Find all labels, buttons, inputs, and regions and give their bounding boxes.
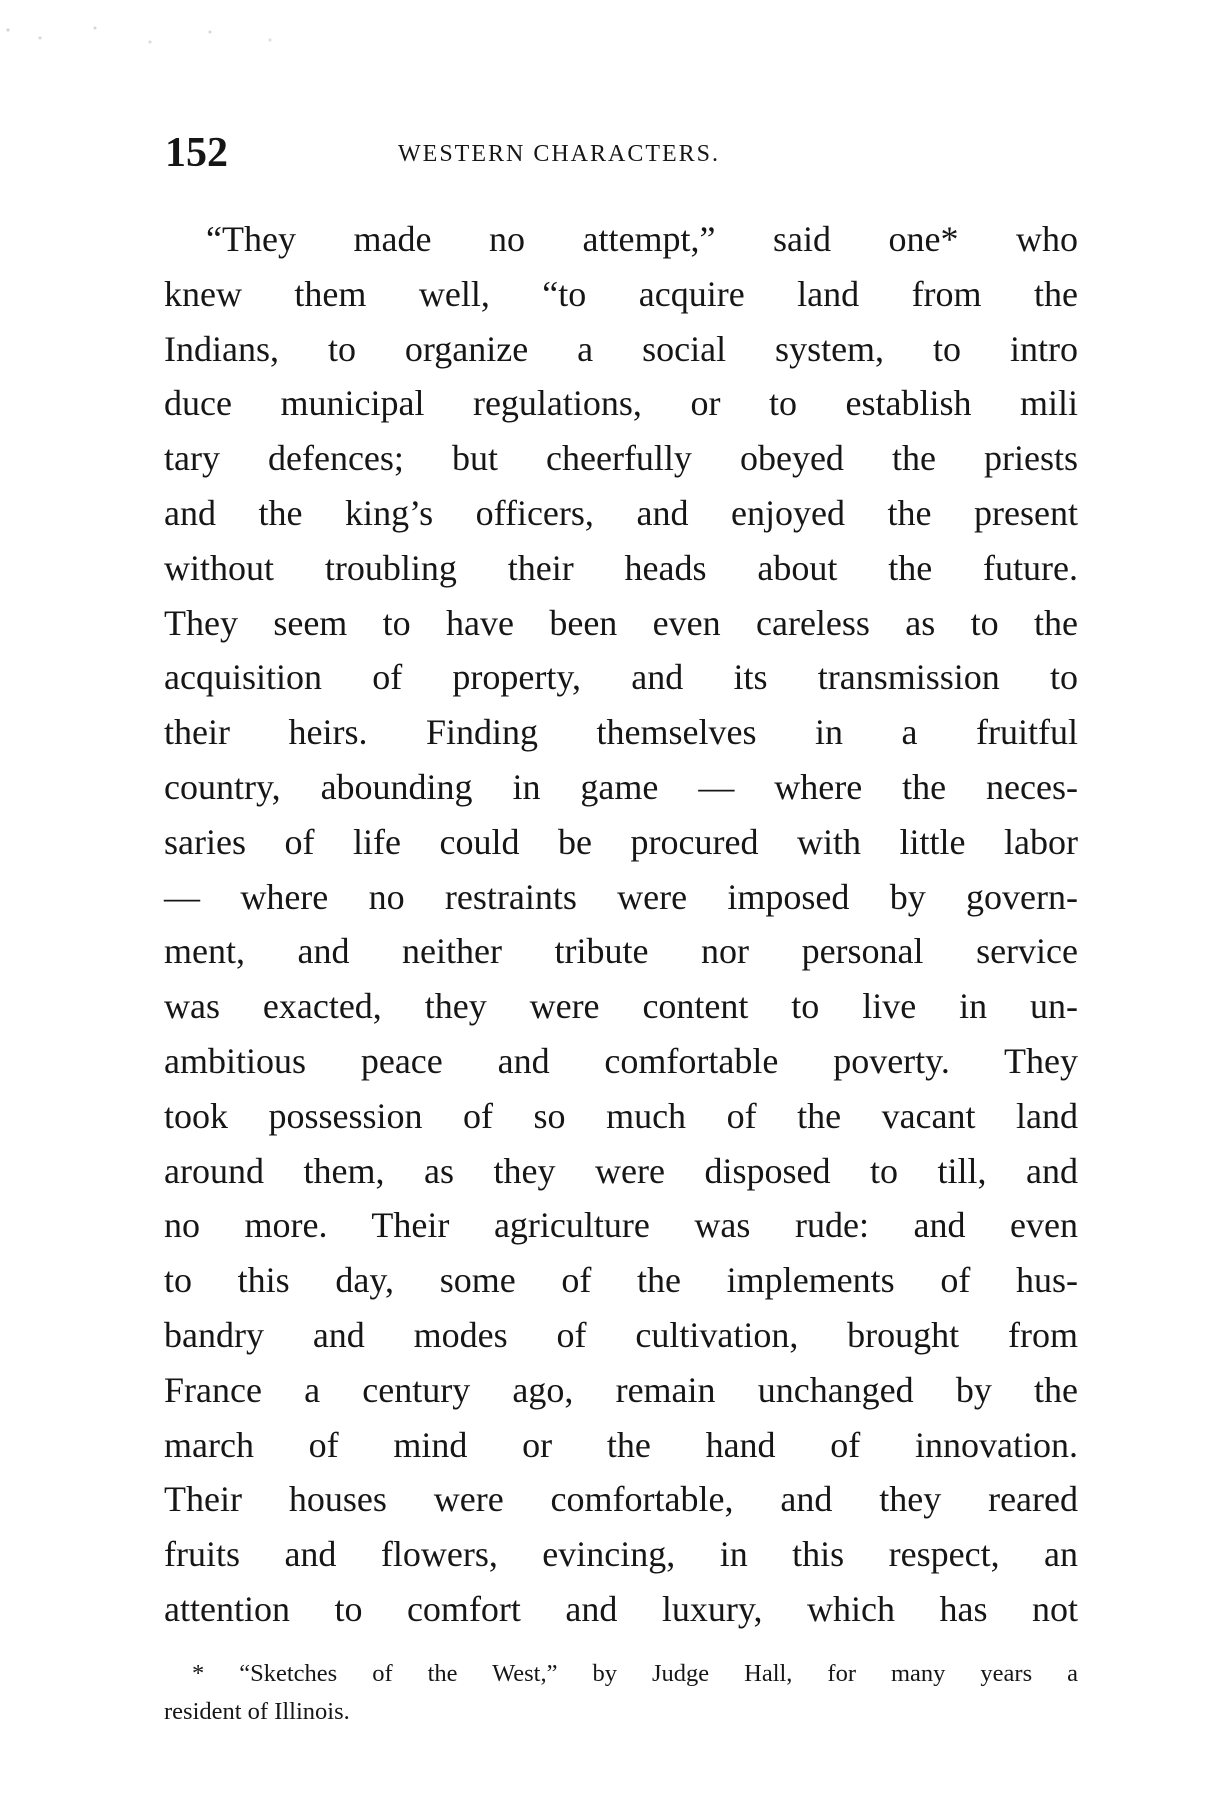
text-line: “They made no attempt,” said one* who (206, 219, 1078, 259)
body-paragraph (164, 212, 1078, 1637)
text-line: country, abounding in game — where the neces- (164, 766, 1078, 807)
text-line: — where no restraints were imposed by govern- (164, 876, 1078, 917)
page-number: 152 (165, 130, 228, 176)
text-line: attention to comfort and luxury, which has not (164, 1588, 1078, 1629)
text-line: fruits and flowers, evincing, in this respect, an (164, 1534, 1078, 1575)
text-line: tary defences; but cheerfully obeyed the priests (164, 438, 1078, 479)
footnote-line: resident of Illinois. (164, 1698, 350, 1725)
text-line: Indians, to organize a social system, to intro (164, 328, 1078, 369)
text-line: knew them well, “to acquire land from the (164, 273, 1078, 314)
text-line: without troubling their heads about the future. (164, 547, 1078, 588)
scan-noise (0, 18, 330, 52)
text-line: their heirs. Finding themselves in a fruitful (164, 712, 1078, 753)
text-line: duce municipal regulations, or to establish mili (164, 383, 1078, 424)
text-line: march of mind or the hand of innovation. (164, 1424, 1078, 1465)
text-line: They seem to have been even careless as to the (164, 602, 1078, 643)
text-line: to this day, some of the implements of hus- (164, 1260, 1078, 1301)
running-head (0, 128, 1212, 178)
text-line: Their houses were comfortable, and they reared (164, 1479, 1078, 1520)
text-line: acquisition of property, and its transmission to (164, 657, 1078, 698)
text-line: ment, and neither tribute nor personal service (164, 931, 1078, 972)
text-line: and the king’s officers, and enjoyed the present (164, 492, 1078, 533)
text-line: around them, as they were disposed to till, and (164, 1150, 1078, 1191)
text-line: ambitious peace and comfortable poverty. They (164, 1040, 1078, 1081)
text-line: was exacted, they were content to live in un- (164, 986, 1078, 1027)
footnote-line: * “Sketches of the West,” by Judge Hall, for many years a (192, 1660, 1078, 1687)
text-line: France a century ago, remain unchanged by the (164, 1369, 1078, 1410)
footnote (164, 1655, 1078, 1731)
text-line: took possession of so much of the vacant land (164, 1095, 1078, 1136)
running-title: WESTERN CHARACTERS. (398, 141, 721, 167)
text-line: bandry and modes of cultivation, brought from (164, 1314, 1078, 1355)
text-line: no more. Their agriculture was rude: and even (164, 1205, 1078, 1246)
text-line: saries of life could be procured with little labor (164, 821, 1078, 862)
